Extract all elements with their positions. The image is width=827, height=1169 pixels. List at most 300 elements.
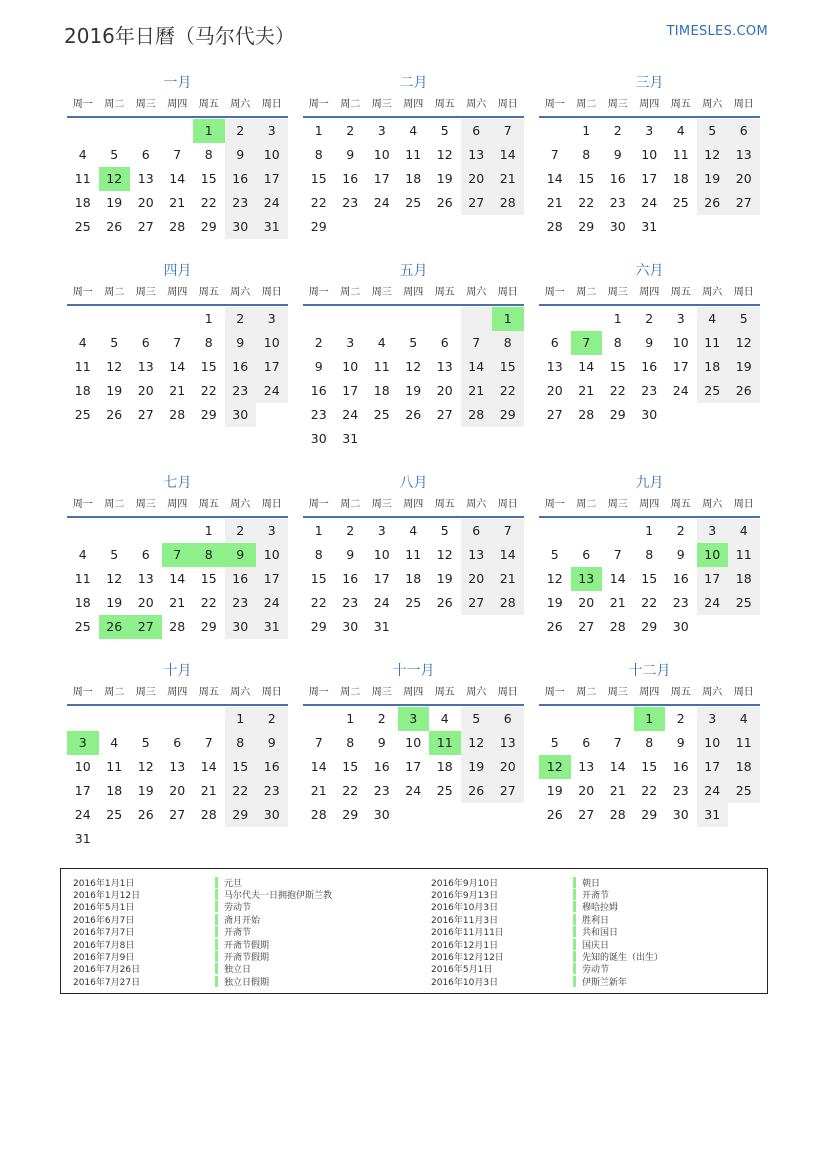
- day-cell[interactable]: 24: [256, 591, 288, 615]
- day-cell[interactable]: 10: [256, 331, 288, 355]
- day-cell[interactable]: 4: [440, 711, 449, 726]
- day-cell[interactable]: 25: [74, 407, 91, 422]
- day-cell[interactable]: 19: [106, 383, 123, 398]
- day-cell[interactable]: 2: [256, 707, 288, 731]
- day-cell[interactable]: 1: [204, 523, 213, 538]
- day-cell[interactable]: 1: [314, 123, 323, 138]
- day-cell[interactable]: 10: [697, 731, 729, 755]
- day-cell[interactable]: 8: [314, 547, 323, 562]
- day-cell[interactable]: 17: [342, 383, 359, 398]
- day-cell[interactable]: 28: [169, 219, 186, 234]
- day-cell[interactable]: 19: [728, 355, 760, 379]
- day-cell[interactable]: 16: [342, 571, 359, 586]
- day-cell[interactable]: 1: [314, 523, 323, 538]
- day-cell[interactable]: 31: [373, 619, 390, 634]
- day-cell[interactable]: 21: [609, 595, 626, 610]
- day-cell[interactable]: 19: [137, 783, 154, 798]
- day-cell[interactable]: 23: [342, 595, 359, 610]
- day-cell[interactable]: 12: [728, 331, 760, 355]
- day-cell[interactable]: 3: [377, 123, 386, 138]
- day-cell[interactable]: 2: [225, 119, 257, 143]
- day-cell[interactable]: 31: [256, 615, 288, 639]
- day-cell[interactable]: 11: [429, 731, 461, 755]
- day-cell[interactable]: 1: [346, 711, 355, 726]
- day-cell[interactable]: 20: [728, 167, 760, 191]
- day-cell[interactable]: 15: [609, 359, 626, 374]
- day-cell[interactable]: 17: [373, 571, 390, 586]
- day-cell[interactable]: 27: [137, 407, 154, 422]
- day-cell[interactable]: 2: [377, 711, 386, 726]
- day-cell[interactable]: 11: [728, 543, 760, 567]
- day-cell[interactable]: 19: [546, 595, 563, 610]
- day-cell[interactable]: 13: [137, 571, 154, 586]
- day-cell[interactable]: 2: [613, 123, 622, 138]
- day-cell[interactable]: 30: [641, 407, 658, 422]
- day-cell[interactable]: 21: [492, 167, 524, 191]
- day-cell[interactable]: 29: [342, 807, 359, 822]
- day-cell[interactable]: 14: [310, 759, 327, 774]
- day-cell[interactable]: 1: [204, 311, 213, 326]
- day-cell[interactable]: 26: [461, 779, 493, 803]
- day-cell[interactable]: 5: [440, 523, 449, 538]
- day-cell[interactable]: 23: [609, 195, 626, 210]
- day-cell[interactable]: 24: [405, 783, 422, 798]
- day-cell[interactable]: 30: [225, 215, 257, 239]
- day-cell[interactable]: 4: [728, 519, 760, 543]
- day-cell[interactable]: 27: [578, 619, 595, 634]
- day-cell[interactable]: 14: [492, 143, 524, 167]
- day-cell[interactable]: 18: [106, 783, 123, 798]
- day-cell[interactable]: 24: [256, 191, 288, 215]
- day-cell[interactable]: 21: [310, 783, 327, 798]
- day-cell[interactable]: 1: [645, 523, 654, 538]
- day-cell[interactable]: 23: [225, 379, 257, 403]
- day-cell[interactable]: 4: [409, 123, 418, 138]
- day-cell[interactable]: 26: [106, 219, 123, 234]
- day-cell[interactable]: 27: [130, 615, 162, 639]
- day-cell[interactable]: 29: [578, 219, 595, 234]
- day-cell[interactable]: 31: [697, 803, 729, 827]
- day-cell[interactable]: 7: [173, 147, 182, 162]
- day-cell[interactable]: 27: [492, 779, 524, 803]
- day-cell[interactable]: 1: [492, 307, 524, 331]
- day-cell[interactable]: 28: [169, 407, 186, 422]
- day-cell[interactable]: 5: [461, 707, 493, 731]
- day-cell[interactable]: 4: [676, 123, 685, 138]
- day-cell[interactable]: 28: [169, 619, 186, 634]
- day-cell[interactable]: 30: [342, 619, 359, 634]
- day-cell[interactable]: 26: [436, 195, 453, 210]
- day-cell[interactable]: 15: [492, 355, 524, 379]
- day-cell[interactable]: 15: [225, 755, 257, 779]
- day-cell[interactable]: 18: [373, 383, 390, 398]
- day-cell[interactable]: 5: [141, 735, 150, 750]
- day-cell[interactable]: 28: [492, 191, 524, 215]
- day-cell[interactable]: 9: [346, 147, 355, 162]
- day-cell[interactable]: 15: [200, 359, 217, 374]
- day-cell[interactable]: 4: [78, 147, 87, 162]
- day-cell[interactable]: 12: [106, 571, 123, 586]
- day-cell[interactable]: 12: [436, 147, 453, 162]
- day-cell[interactable]: 11: [728, 731, 760, 755]
- day-cell[interactable]: 16: [373, 759, 390, 774]
- day-cell[interactable]: 5: [110, 547, 119, 562]
- day-cell[interactable]: 6: [141, 147, 150, 162]
- day-cell[interactable]: 2: [225, 519, 257, 543]
- day-cell[interactable]: 2: [314, 335, 323, 350]
- day-cell[interactable]: 3: [67, 731, 99, 755]
- day-cell[interactable]: 3: [676, 311, 685, 326]
- day-cell[interactable]: 20: [578, 595, 595, 610]
- day-cell[interactable]: 16: [342, 171, 359, 186]
- day-cell[interactable]: 30: [672, 807, 689, 822]
- day-cell[interactable]: 29: [310, 619, 327, 634]
- day-cell[interactable]: 14: [492, 543, 524, 567]
- day-cell[interactable]: 7: [492, 119, 524, 143]
- day-cell[interactable]: 8: [204, 147, 213, 162]
- day-cell[interactable]: 1: [634, 707, 666, 731]
- day-cell[interactable]: 20: [137, 595, 154, 610]
- day-cell[interactable]: 12: [405, 359, 422, 374]
- day-cell[interactable]: 16: [672, 571, 689, 586]
- day-cell[interactable]: 14: [461, 355, 493, 379]
- day-cell[interactable]: 13: [137, 359, 154, 374]
- day-cell[interactable]: 17: [697, 755, 729, 779]
- day-cell[interactable]: 7: [314, 735, 323, 750]
- day-cell[interactable]: 2: [676, 523, 685, 538]
- day-cell[interactable]: 10: [342, 359, 359, 374]
- day-cell[interactable]: 22: [641, 783, 658, 798]
- day-cell[interactable]: 17: [672, 359, 689, 374]
- day-cell[interactable]: 23: [342, 195, 359, 210]
- day-cell[interactable]: 7: [461, 331, 493, 355]
- day-cell[interactable]: 14: [169, 359, 186, 374]
- day-cell[interactable]: 15: [200, 571, 217, 586]
- day-cell[interactable]: 29: [200, 619, 217, 634]
- day-cell[interactable]: 10: [373, 147, 390, 162]
- day-cell[interactable]: 22: [200, 383, 217, 398]
- day-cell[interactable]: 26: [728, 379, 760, 403]
- day-cell[interactable]: 21: [200, 783, 217, 798]
- day-cell[interactable]: 11: [106, 759, 123, 774]
- day-cell[interactable]: 30: [609, 219, 626, 234]
- day-cell[interactable]: 25: [405, 595, 422, 610]
- day-cell[interactable]: 14: [169, 171, 186, 186]
- day-cell[interactable]: 7: [613, 735, 622, 750]
- day-cell[interactable]: 4: [78, 547, 87, 562]
- day-cell[interactable]: 10: [256, 543, 288, 567]
- day-cell[interactable]: 25: [106, 807, 123, 822]
- day-cell[interactable]: 12: [697, 143, 729, 167]
- day-cell[interactable]: 13: [546, 359, 563, 374]
- day-cell[interactable]: 12: [546, 571, 563, 586]
- day-cell[interactable]: 5: [110, 147, 119, 162]
- day-cell[interactable]: 21: [609, 783, 626, 798]
- day-cell[interactable]: 24: [373, 195, 390, 210]
- day-cell[interactable]: 25: [728, 591, 760, 615]
- day-cell[interactable]: 15: [641, 759, 658, 774]
- day-cell[interactable]: 17: [256, 355, 288, 379]
- day-cell[interactable]: 9: [676, 547, 685, 562]
- day-cell[interactable]: 21: [461, 379, 493, 403]
- day-cell[interactable]: 28: [492, 591, 524, 615]
- day-cell[interactable]: 10: [74, 759, 91, 774]
- day-cell[interactable]: 15: [200, 171, 217, 186]
- day-cell[interactable]: 16: [256, 755, 288, 779]
- day-cell[interactable]: 3: [346, 335, 355, 350]
- day-cell[interactable]: 9: [676, 735, 685, 750]
- day-cell[interactable]: 9: [346, 547, 355, 562]
- day-cell[interactable]: 7: [613, 547, 622, 562]
- day-cell[interactable]: 12: [106, 359, 123, 374]
- day-cell[interactable]: 22: [200, 195, 217, 210]
- day-cell[interactable]: 28: [310, 807, 327, 822]
- day-cell[interactable]: 8: [613, 335, 622, 350]
- day-cell[interactable]: 14: [546, 171, 563, 186]
- day-cell[interactable]: 7: [204, 735, 213, 750]
- day-cell[interactable]: 15: [342, 759, 359, 774]
- day-cell[interactable]: 13: [578, 759, 595, 774]
- day-cell[interactable]: 9: [314, 359, 323, 374]
- day-cell[interactable]: 16: [672, 759, 689, 774]
- day-cell[interactable]: 2: [225, 307, 257, 331]
- day-cell[interactable]: 16: [225, 167, 257, 191]
- day-cell[interactable]: 12: [436, 547, 453, 562]
- day-cell[interactable]: 13: [169, 759, 186, 774]
- day-cell[interactable]: 16: [641, 359, 658, 374]
- day-cell[interactable]: 30: [256, 803, 288, 827]
- day-cell[interactable]: 19: [436, 571, 453, 586]
- day-cell[interactable]: 25: [436, 783, 453, 798]
- day-cell[interactable]: 23: [310, 407, 327, 422]
- day-cell[interactable]: 26: [436, 595, 453, 610]
- day-cell[interactable]: 13: [728, 143, 760, 167]
- day-cell[interactable]: 12: [539, 755, 571, 779]
- day-cell[interactable]: 22: [225, 779, 257, 803]
- day-cell[interactable]: 10: [641, 147, 658, 162]
- day-cell[interactable]: 27: [546, 407, 563, 422]
- day-cell[interactable]: 10: [405, 735, 422, 750]
- day-cell[interactable]: 28: [461, 403, 493, 427]
- day-cell[interactable]: 17: [74, 783, 91, 798]
- day-cell[interactable]: 3: [398, 707, 430, 731]
- day-cell[interactable]: 25: [672, 195, 689, 210]
- day-cell[interactable]: 24: [74, 807, 91, 822]
- day-cell[interactable]: 7: [162, 543, 194, 567]
- day-cell[interactable]: 9: [645, 335, 654, 350]
- day-cell[interactable]: 6: [492, 707, 524, 731]
- day-cell[interactable]: 11: [405, 147, 422, 162]
- day-cell[interactable]: 30: [225, 615, 257, 639]
- day-cell[interactable]: 22: [578, 195, 595, 210]
- day-cell[interactable]: 25: [697, 379, 729, 403]
- day-cell[interactable]: 3: [256, 307, 288, 331]
- day-cell[interactable]: 2: [346, 123, 355, 138]
- day-cell[interactable]: 13: [492, 731, 524, 755]
- day-cell[interactable]: 18: [436, 759, 453, 774]
- day-cell[interactable]: 20: [137, 195, 154, 210]
- day-cell[interactable]: 12: [99, 167, 131, 191]
- day-cell[interactable]: 9: [225, 143, 257, 167]
- day-cell[interactable]: 11: [672, 147, 689, 162]
- day-cell[interactable]: 28: [578, 407, 595, 422]
- day-cell[interactable]: 14: [200, 759, 217, 774]
- day-cell[interactable]: 26: [99, 615, 131, 639]
- day-cell[interactable]: 22: [342, 783, 359, 798]
- day-cell[interactable]: 28: [609, 807, 626, 822]
- day-cell[interactable]: 27: [461, 191, 493, 215]
- day-cell[interactable]: 6: [582, 547, 591, 562]
- day-cell[interactable]: 1: [613, 311, 622, 326]
- day-cell[interactable]: 26: [405, 407, 422, 422]
- day-cell[interactable]: 14: [169, 571, 186, 586]
- day-cell[interactable]: 12: [137, 759, 154, 774]
- day-cell[interactable]: 17: [256, 167, 288, 191]
- day-cell[interactable]: 29: [225, 803, 257, 827]
- day-cell[interactable]: 22: [310, 595, 327, 610]
- day-cell[interactable]: 27: [436, 407, 453, 422]
- day-cell[interactable]: 5: [440, 123, 449, 138]
- day-cell[interactable]: 20: [169, 783, 186, 798]
- day-cell[interactable]: 28: [546, 219, 563, 234]
- day-cell[interactable]: 17: [405, 759, 422, 774]
- day-cell[interactable]: 18: [697, 355, 729, 379]
- day-cell[interactable]: 25: [74, 619, 91, 634]
- day-cell[interactable]: 3: [256, 119, 288, 143]
- day-cell[interactable]: 4: [409, 523, 418, 538]
- day-cell[interactable]: 18: [74, 595, 91, 610]
- day-cell[interactable]: 5: [728, 307, 760, 331]
- day-cell[interactable]: 6: [173, 735, 182, 750]
- day-cell[interactable]: 7: [492, 519, 524, 543]
- day-cell[interactable]: 18: [74, 383, 91, 398]
- day-cell[interactable]: 9: [225, 331, 257, 355]
- day-cell[interactable]: 23: [672, 595, 689, 610]
- day-cell[interactable]: 18: [405, 171, 422, 186]
- day-cell[interactable]: 19: [436, 171, 453, 186]
- day-cell[interactable]: 26: [546, 807, 563, 822]
- day-cell[interactable]: 21: [492, 567, 524, 591]
- day-cell[interactable]: 4: [377, 335, 386, 350]
- day-cell[interactable]: 19: [405, 383, 422, 398]
- day-cell[interactable]: 7: [173, 335, 182, 350]
- day-cell[interactable]: 27: [578, 807, 595, 822]
- site-logo[interactable]: TIMESLES.COM: [666, 24, 768, 39]
- day-cell[interactable]: 23: [672, 783, 689, 798]
- day-cell[interactable]: 6: [141, 547, 150, 562]
- day-cell[interactable]: 17: [641, 171, 658, 186]
- day-cell[interactable]: 15: [578, 171, 595, 186]
- day-cell[interactable]: 16: [225, 355, 257, 379]
- day-cell[interactable]: 25: [405, 195, 422, 210]
- day-cell[interactable]: 1: [193, 119, 225, 143]
- day-cell[interactable]: 5: [697, 119, 729, 143]
- day-cell[interactable]: 25: [74, 219, 91, 234]
- day-cell[interactable]: 26: [546, 619, 563, 634]
- day-cell[interactable]: 14: [578, 359, 595, 374]
- day-cell[interactable]: 21: [546, 195, 563, 210]
- day-cell[interactable]: 18: [728, 755, 760, 779]
- day-cell[interactable]: 20: [436, 383, 453, 398]
- day-cell[interactable]: 13: [137, 171, 154, 186]
- day-cell[interactable]: 3: [697, 519, 729, 543]
- day-cell[interactable]: 11: [74, 359, 91, 374]
- day-cell[interactable]: 20: [578, 783, 595, 798]
- day-cell[interactable]: 15: [310, 571, 327, 586]
- day-cell[interactable]: 21: [578, 383, 595, 398]
- day-cell[interactable]: 27: [137, 219, 154, 234]
- day-cell[interactable]: 11: [373, 359, 390, 374]
- day-cell[interactable]: 29: [200, 407, 217, 422]
- day-cell[interactable]: 26: [697, 191, 729, 215]
- day-cell[interactable]: 5: [550, 735, 559, 750]
- day-cell[interactable]: 30: [672, 619, 689, 634]
- day-cell[interactable]: 17: [697, 567, 729, 591]
- day-cell[interactable]: 7: [550, 147, 559, 162]
- day-cell[interactable]: 31: [641, 219, 658, 234]
- day-cell[interactable]: 8: [225, 731, 257, 755]
- day-cell[interactable]: 6: [141, 335, 150, 350]
- day-cell[interactable]: 9: [225, 543, 257, 567]
- day-cell[interactable]: 4: [78, 335, 87, 350]
- day-cell[interactable]: 16: [310, 383, 327, 398]
- day-cell[interactable]: 19: [106, 195, 123, 210]
- day-cell[interactable]: 10: [256, 143, 288, 167]
- day-cell[interactable]: 6: [728, 119, 760, 143]
- day-cell[interactable]: 18: [74, 195, 91, 210]
- day-cell[interactable]: 20: [461, 567, 493, 591]
- day-cell[interactable]: 13: [461, 543, 493, 567]
- day-cell[interactable]: 25: [373, 407, 390, 422]
- day-cell[interactable]: 6: [550, 335, 559, 350]
- day-cell[interactable]: 4: [728, 707, 760, 731]
- day-cell[interactable]: 8: [193, 543, 225, 567]
- day-cell[interactable]: 13: [436, 359, 453, 374]
- day-cell[interactable]: 9: [256, 731, 288, 755]
- day-cell[interactable]: 4: [110, 735, 119, 750]
- day-cell[interactable]: 8: [346, 735, 355, 750]
- day-cell[interactable]: 24: [672, 383, 689, 398]
- day-cell[interactable]: 29: [492, 403, 524, 427]
- day-cell[interactable]: 20: [137, 383, 154, 398]
- day-cell[interactable]: 4: [697, 307, 729, 331]
- day-cell[interactable]: 17: [373, 171, 390, 186]
- day-cell[interactable]: 31: [256, 215, 288, 239]
- day-cell[interactable]: 2: [346, 523, 355, 538]
- day-cell[interactable]: 10: [672, 335, 689, 350]
- day-cell[interactable]: 7: [571, 331, 603, 355]
- day-cell[interactable]: 5: [409, 335, 418, 350]
- day-cell[interactable]: 23: [225, 591, 257, 615]
- day-cell[interactable]: 15: [641, 571, 658, 586]
- day-cell[interactable]: 31: [342, 431, 359, 446]
- day-cell[interactable]: 11: [405, 547, 422, 562]
- day-cell[interactable]: 13: [461, 143, 493, 167]
- day-cell[interactable]: 16: [225, 567, 257, 591]
- day-cell[interactable]: 22: [310, 195, 327, 210]
- day-cell[interactable]: 22: [200, 595, 217, 610]
- day-cell[interactable]: 19: [546, 783, 563, 798]
- day-cell[interactable]: 24: [256, 379, 288, 403]
- day-cell[interactable]: 6: [461, 119, 493, 143]
- day-cell[interactable]: 24: [641, 195, 658, 210]
- day-cell[interactable]: 29: [641, 619, 658, 634]
- day-cell[interactable]: 27: [461, 591, 493, 615]
- day-cell[interactable]: 23: [373, 783, 390, 798]
- day-cell[interactable]: 8: [645, 547, 654, 562]
- day-cell[interactable]: 21: [169, 595, 186, 610]
- day-cell[interactable]: 3: [697, 707, 729, 731]
